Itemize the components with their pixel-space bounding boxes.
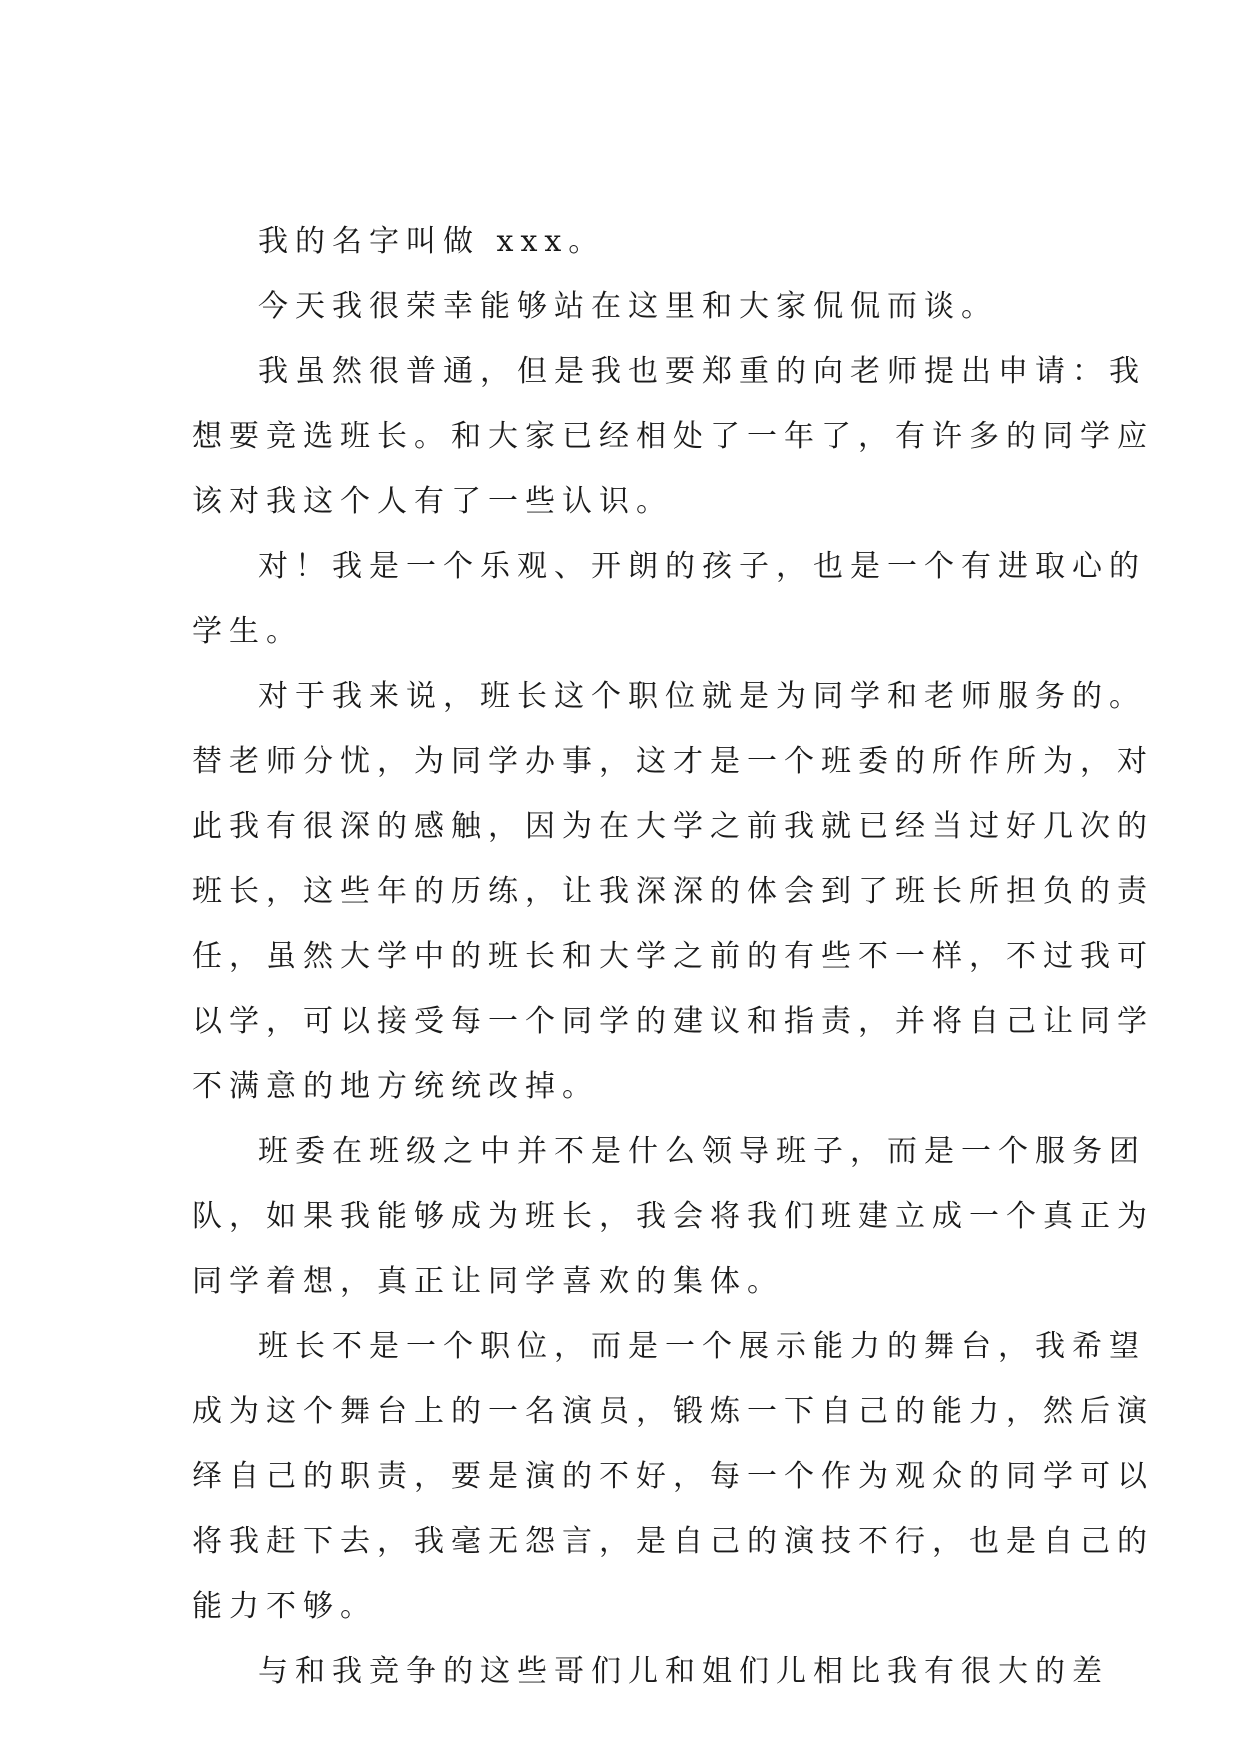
- paragraph-line: 对于我来说，班长这个职位就是为同学和老师服务的。: [258, 679, 1146, 714]
- paragraph-line: 与和我竞争的这些哥们儿和姐们儿相比我有很大的差: [258, 1654, 1109, 1689]
- paragraph-line: 我的名字叫做 xxx。: [258, 224, 606, 259]
- paragraph-line: 对！我是一个乐观、开朗的孩子，也是一个有进取心的: [258, 549, 1146, 584]
- paragraph-line: 学生。: [192, 614, 303, 649]
- paragraph-line: 以学，可以接受每一个同学的建议和指责，并将自己让同学: [192, 1004, 1154, 1039]
- paragraph-line: 绎自己的职责，要是演的不好，每一个作为观众的同学可以: [192, 1459, 1154, 1494]
- paragraph-line: 想要竞选班长。和大家已经相处了一年了，有许多的同学应: [192, 419, 1154, 454]
- paragraph-line: 能力不够。: [192, 1589, 377, 1624]
- paragraph-line: 替老师分忧，为同学办事，这才是一个班委的所作所为，对: [192, 744, 1154, 779]
- paragraph-line: 任，虽然大学中的班长和大学之前的有些不一样，不过我可: [192, 939, 1154, 974]
- paragraph-line: 不满意的地方统统改掉。: [192, 1069, 599, 1104]
- paragraph-line: 班长不是一个职位，而是一个展示能力的舞台，我希望: [258, 1329, 1146, 1364]
- paragraph-line: 我虽然很普通，但是我也要郑重的向老师提出申请：我: [258, 354, 1146, 389]
- paragraph-line: 班长，这些年的历练，让我深深的体会到了班长所担负的责: [192, 874, 1154, 909]
- paragraph-line: 该对我这个人有了一些认识。: [192, 484, 673, 519]
- paragraph-line: 今天我很荣幸能够站在这里和大家侃侃而谈。: [258, 289, 998, 324]
- paragraph-line: 班委在班级之中并不是什么领导班子，而是一个服务团: [258, 1134, 1146, 1169]
- paragraph-line: 成为这个舞台上的一名演员，锻炼一下自己的能力，然后演: [192, 1394, 1154, 1429]
- paragraph-line: 同学着想，真正让同学喜欢的集体。: [192, 1264, 784, 1299]
- paragraph-line: 此我有很深的感触，因为在大学之前我就已经当过好几次的: [192, 809, 1154, 844]
- paragraph-line: 队，如果我能够成为班长，我会将我们班建立成一个真正为: [192, 1199, 1154, 1234]
- paragraph-line: 将我赶下去，我毫无怨言，是自己的演技不行，也是自己的: [192, 1524, 1154, 1559]
